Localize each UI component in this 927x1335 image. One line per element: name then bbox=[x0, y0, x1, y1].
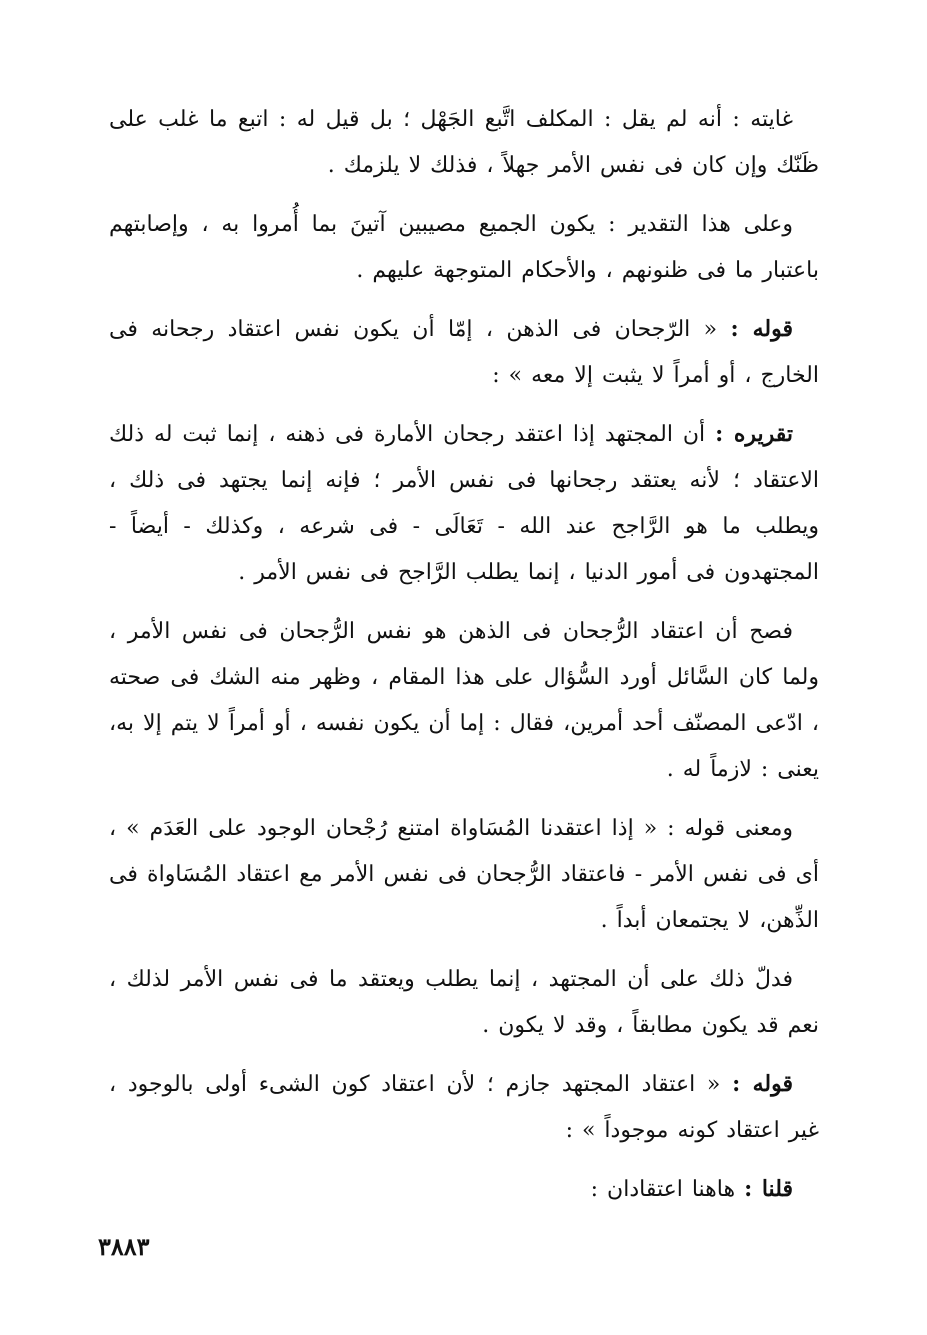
page-number: ٣٨٨٣ bbox=[98, 1232, 150, 1261]
body-text bbox=[109, 96, 819, 1225]
paragraph bbox=[109, 411, 819, 596]
paragraph-lead: تقريره : bbox=[715, 421, 794, 447]
paragraph bbox=[109, 1061, 819, 1154]
paragraph-text: « اعتقاد المجتهد جازم ؛ لأن اعتقاد كون الشىء أولى بالوجود ، غير اعتقاد كونه موجوداً » : bbox=[109, 1072, 819, 1143]
paragraph-text: أن المجتهد إذا اعتقد رجحان الأمارة فى ذهنه ، إنما ثبت له ذلك الاعتقاد ؛ لأنه يعتقد رجحانها فى نفس الأمر ؛ فإنه إنما يجتهد فى ذلك ، ويطلب ما هو الرَّاجح عند الله - تَعَالَى - فى شرعه ، وكذلك - أيضاً - المجتهدون فى أمور الدنيا ، إنما يطلب الرَّاجح فى نفس الأمر . bbox=[109, 422, 819, 585]
paragraph-text: غايته : أنه لم يقل : المكلف اتَّبع الجَهْل ؛ بل قيل له : اتبع ما غلب على ظَنّك وإن كان فى نفس الأمر جهلاً ، فذلك لا يلزمك . bbox=[109, 107, 819, 178]
paragraph bbox=[109, 201, 819, 294]
paragraph-text: ومعنى قوله : « إذا اعتقدنا المُسَاواة امتنع رُجْحان الوجود على العَدَم » ، أى فى نفس الأمر - فاعتقاد الرُّجحان فى نفس الأمر مع اعتقاد المُسَاواة فى الذِّهن، لا يجتمعان أبداً . bbox=[109, 816, 819, 933]
paragraph bbox=[109, 306, 819, 399]
paragraph-lead: قوله : bbox=[730, 316, 793, 342]
paragraph bbox=[109, 805, 819, 944]
paragraph-lead: قلنا : bbox=[744, 1176, 793, 1202]
paragraph-text: هاهنا اعتقادان : bbox=[590, 1177, 745, 1202]
paragraph bbox=[109, 956, 819, 1049]
paragraph bbox=[109, 96, 819, 189]
paragraph-text: فدلّ ذلك على أن المجتهد ، إنما يطلب ويعتقد ما فى نفس الأمر لذلك ، نعم قد يكون مطابقاً ، وقد لا يكون . bbox=[109, 967, 819, 1038]
paragraph-text: فصح أن اعتقاد الرُّجحان فى الذهن هو نفس الرُّجحان فى نفس الأمر ، ولما كان السَّائل أورد السُّؤال على هذا المقام ، وظهر منه الشك فى صحته ، ادّعى المصنّف أحد أمرين، فقال : إما أن يكون نفسه ، أو أمراً لا يتم إلا به، يعنى : لازماً له . bbox=[109, 619, 819, 782]
paragraph bbox=[109, 608, 819, 793]
paragraph-lead: قوله : bbox=[732, 1071, 793, 1097]
paragraph-text: وعلى هذا التقدير : يكون الجميع مصيبين آتينَ بما أُمروا به ، وإصابتهم باعتبار ما فى ظنونهم ، والأحكام المتوجهة عليهم . bbox=[109, 212, 819, 283]
paragraph bbox=[109, 1166, 819, 1213]
paragraph-text: « الرّجحان فى الذهن ، إمّا أن يكون نفس اعتقاد رجحانه فى الخارج ، أو أمراً لا يثبت إلا معه » : bbox=[109, 317, 819, 388]
